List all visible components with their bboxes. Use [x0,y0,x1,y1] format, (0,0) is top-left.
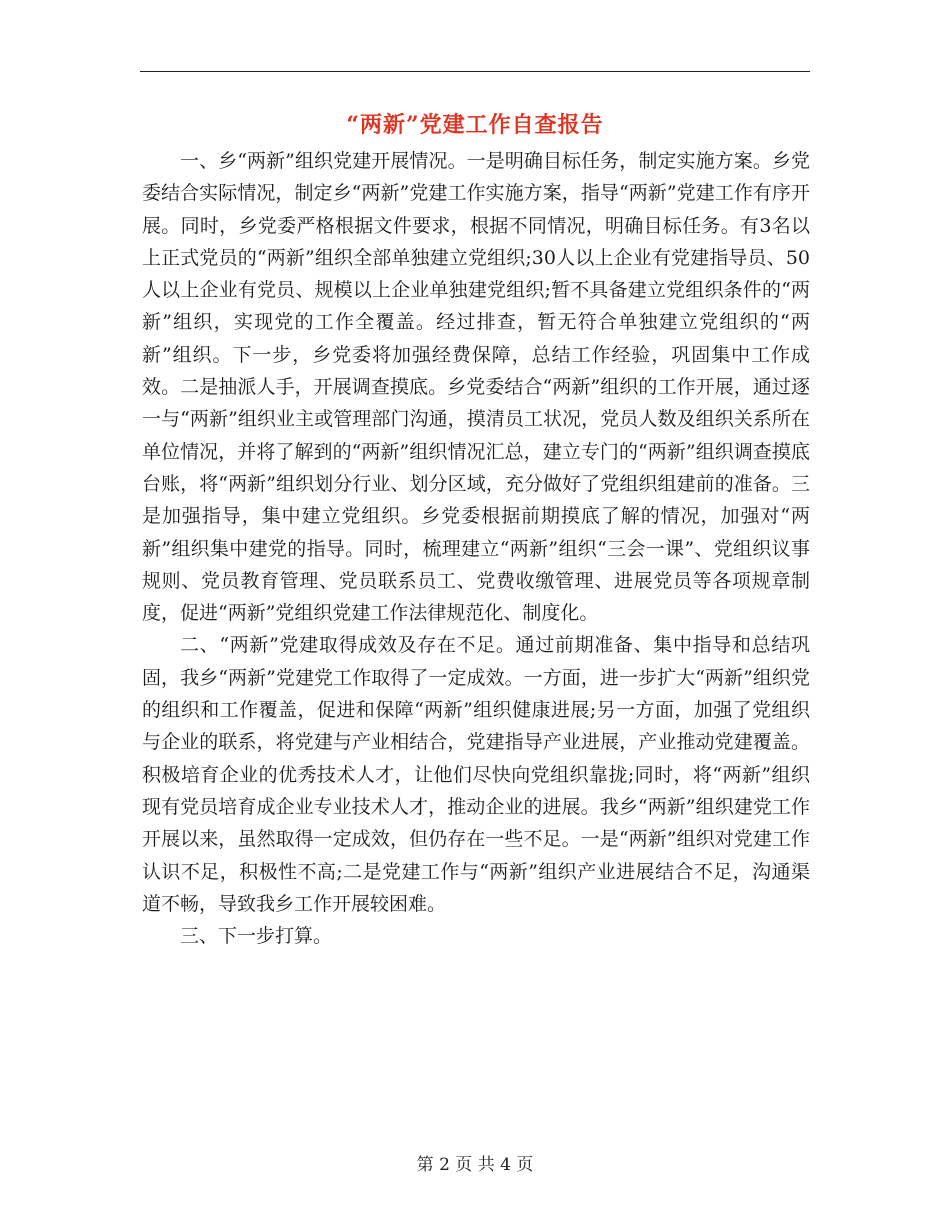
document-title: “两新”党建工作自查报告 [346,112,604,138]
paragraph-2: 二、“两新”党建取得成效及存在不足。通过前期准备、集中指导和总结巩固，我乡“两新”党建党工作取得了一定成效。一方面，进一步扩大“两新”组织党的组织和工作覆盖，促进和保障“两新”组织健康进展;另一方面，加强了党组织与企业的联系，将党建与产业相结合，党建指导产业进展，产业推动党建覆盖。积极培育企业的优秀技术人才，让他们尽快向党组织靠拢;同时，将“两新”组织现有党员培育成企业专业技术人才，推动企业的进展。我乡“两新”组织建党工作开展以来，虽然取得一定成效，但仍存在一些不足。一是“两新”组织对党建工作认识不足，积极性不高;二是党建工作与“两新”组织产业进展结合不足，沟通渠道不畅，导致我乡工作开展较困难。 [142,634,810,915]
paragraph-1: 一、乡“两新”组织党建开展情况。一是明确目标任务，制定实施方案。乡党委结合实际情况，制定乡“两新”党建工作实施方案，指导“两新”党建工作有序开展。同时，乡党委严格根据文件要求，根据不同情况，明确目标任务。有3名以上正式党员的“两新”组织全部单独建立党组织;30人以上企业有党建指导员、50人以上企业有党员、规模以上企业单独建党组织;暂不具备建立党组织条件的“两新”组织，实现党的工作全覆盖。经过排查，暂无符合单独建立党组织的“两新”组织。下一步，乡党委将加强经费保障，总结工作经验，巩固集中工作成效。二是抽派人手，开展调查摸底。乡党委结合“两新”组织的工作开展，通过逐一与“两新”组织业主或管理部门沟通，摸清员工状况，党员人数及组织关系所在单位情况，并将了解到的“两新”组织情况汇总，建立专门的“两新”组织调查摸底台账，将“两新”组织划分行业、划分区域，充分做好了党组织组建前的准备。三是加强指导，集中建立党组织。乡党委根据前期摸底了解的情况，加强对“两新”组织集中建党的指导。同时，梳理建立“两新”组织“三会一课”、党组织议事规则、党员教育管理、党员联系员工、党费收缴管理、进展党员等各项规章制度，促进“两新”党组织党建工作法律规范化、制度化。 [142,150,810,625]
paragraph-3: 三、下一步打算。 [180,925,333,948]
page-number: 第 2 页 共 4 页 [416,1155,534,1175]
header-rule [140,71,810,72]
document-body [142,145,810,952]
